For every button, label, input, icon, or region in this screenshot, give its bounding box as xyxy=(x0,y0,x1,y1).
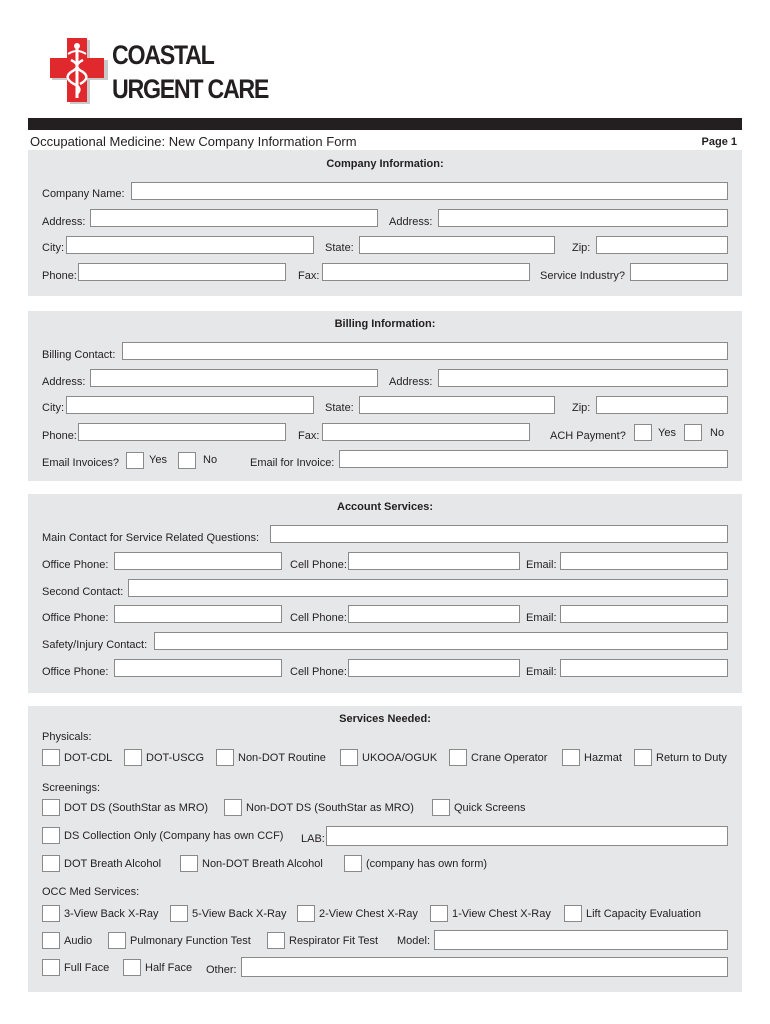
company-own-form-checkbox[interactable] xyxy=(344,855,362,872)
dot-uscg-label: DOT-USCG xyxy=(146,752,205,764)
pulmonary-function-checkbox[interactable] xyxy=(108,932,126,949)
lab-field[interactable] xyxy=(326,826,728,846)
email-for-invoice-label: Email for Invoice: xyxy=(250,457,335,469)
return-to-duty-label: Return to Duty xyxy=(656,752,727,764)
second-cell-phone-label: Cell Phone: xyxy=(290,612,347,624)
brand-line-1: COASTAL xyxy=(112,40,214,70)
email-invoices-no-label: No xyxy=(203,454,218,466)
quick-screens-label: Quick Screens xyxy=(454,802,526,814)
ach-no-checkbox[interactable] xyxy=(684,424,702,441)
email-invoices-yes-label: Yes xyxy=(149,454,167,466)
ds-collection-label: DS Collection Only (Company has own CCF) xyxy=(64,830,284,842)
company-zip-field[interactable] xyxy=(596,236,728,254)
screenings-label: Screenings: xyxy=(42,782,101,794)
other-label: Other: xyxy=(206,964,237,976)
company-name-field[interactable] xyxy=(131,182,728,200)
service-industry-label: Service Industry? xyxy=(540,270,625,282)
audio-label: Audio xyxy=(64,935,93,947)
non-dot-breath-alcohol-checkbox[interactable] xyxy=(180,855,198,872)
lift-capacity-label: Lift Capacity Evaluation xyxy=(586,908,701,920)
half-face-label: Half Face xyxy=(145,962,193,974)
company-zip-label: Zip: xyxy=(572,242,591,254)
service-industry-field[interactable] xyxy=(630,263,728,281)
header-rule xyxy=(28,118,742,130)
company-state-field[interactable] xyxy=(359,236,555,254)
chest-xray-2-checkbox[interactable] xyxy=(297,905,315,922)
medical-cross-icon xyxy=(50,38,110,106)
dot-ds-label: DOT DS (SouthStar as MRO) xyxy=(64,802,209,814)
non-dot-ds-label: Non-DOT DS (SouthStar as MRO) xyxy=(246,802,414,814)
main-email-label: Email: xyxy=(526,559,557,571)
physicals-label: Physicals: xyxy=(42,731,92,743)
main-office-phone-label: Office Phone: xyxy=(42,559,109,571)
quick-screens-checkbox[interactable] xyxy=(432,799,450,816)
second-email-field[interactable] xyxy=(560,605,728,623)
second-office-phone-label: Office Phone: xyxy=(42,612,109,624)
non-dot-breath-alcohol-label: Non-DOT Breath Alcohol xyxy=(202,858,323,870)
back-xray-5-label: 5-View Back X-Ray xyxy=(192,908,287,920)
billing-address-field[interactable] xyxy=(90,369,378,387)
email-invoices-label: Email Invoices? xyxy=(42,457,120,469)
dot-cdl-checkbox[interactable] xyxy=(42,749,60,766)
dot-uscg-checkbox[interactable] xyxy=(124,749,142,766)
occ-med-services-label: OCC Med Services: xyxy=(42,886,140,898)
billing-city-label: City: xyxy=(42,402,64,414)
ds-collection-checkbox[interactable] xyxy=(42,827,60,844)
chest-xray-1-label: 1-View Chest X-Ray xyxy=(452,908,551,920)
second-contact-field[interactable] xyxy=(128,579,728,597)
ukooa-oguk-checkbox[interactable] xyxy=(340,749,358,766)
hazmat-checkbox[interactable] xyxy=(562,749,580,766)
return-to-duty-checkbox[interactable] xyxy=(634,749,652,766)
model-label: Model: xyxy=(397,935,431,947)
ach-yes-checkbox[interactable] xyxy=(634,424,652,441)
billing-zip-field[interactable] xyxy=(596,396,728,414)
ukooa-oguk-label: UKOOA/OGUK xyxy=(362,752,438,764)
company-own-form-label: (company has own form) xyxy=(366,858,488,870)
other-field[interactable] xyxy=(241,957,728,977)
non-dot-routine-label: Non-DOT Routine xyxy=(238,752,326,764)
brand-line-2: URGENT CARE xyxy=(112,74,269,104)
respirator-fit-test-checkbox[interactable] xyxy=(267,932,285,949)
billing-contact-field[interactable] xyxy=(122,342,728,360)
page-title: Occupational Medicine: New Company Information Form xyxy=(30,134,357,149)
lift-capacity-checkbox[interactable] xyxy=(564,905,582,922)
company-city-field[interactable] xyxy=(66,236,314,254)
lab-label: LAB: xyxy=(301,833,325,845)
billing-address2-label: Address: xyxy=(389,376,433,388)
dot-breath-alcohol-checkbox[interactable] xyxy=(42,855,60,872)
chest-xray-1-checkbox[interactable] xyxy=(430,905,448,922)
ach-yes-label: Yes xyxy=(658,427,676,439)
dot-cdl-label: DOT-CDL xyxy=(64,752,113,764)
account-services-section xyxy=(28,494,742,693)
company-phone-field[interactable] xyxy=(78,263,286,281)
company-fax-field[interactable] xyxy=(322,263,530,281)
billing-address-label: Address: xyxy=(42,376,86,388)
pulmonary-function-label: Pulmonary Function Test xyxy=(130,935,251,947)
non-dot-ds-checkbox[interactable] xyxy=(224,799,242,816)
full-face-label: Full Face xyxy=(64,962,110,974)
second-office-phone-field[interactable] xyxy=(114,605,282,623)
safety-cell-phone-label: Cell Phone: xyxy=(290,666,347,678)
safety-email-field[interactable] xyxy=(560,659,728,677)
ach-payment-label: ACH Payment? xyxy=(550,430,626,442)
main-contact-label: Main Contact for Service Related Questions: xyxy=(42,532,260,544)
safety-cell-phone-field[interactable] xyxy=(348,659,520,677)
company-name-label: Company Name: xyxy=(42,188,125,200)
billing-phone-field[interactable] xyxy=(78,423,286,441)
billing-state-label: State: xyxy=(325,402,354,414)
safety-contact-field[interactable] xyxy=(154,632,728,650)
services-needed-section xyxy=(28,706,742,992)
services-section-title: Services Needed: xyxy=(339,713,431,725)
main-cell-phone-field[interactable] xyxy=(348,552,520,570)
dot-ds-checkbox[interactable] xyxy=(42,799,60,816)
account-section-title: Account Services: xyxy=(337,501,433,513)
company-info-section xyxy=(28,150,742,296)
company-address-label: Address: xyxy=(42,216,86,228)
company-section-title: Company Information: xyxy=(326,158,444,170)
billing-city-field[interactable] xyxy=(66,396,314,414)
ach-no-label: No xyxy=(710,427,725,439)
main-contact-field[interactable] xyxy=(270,525,728,543)
email-invoices-no-checkbox[interactable] xyxy=(178,452,196,469)
hazmat-label: Hazmat xyxy=(584,752,622,764)
back-xray-3-label: 3-View Back X-Ray xyxy=(64,908,159,920)
model-field[interactable] xyxy=(434,930,728,950)
non-dot-routine-checkbox[interactable] xyxy=(216,749,234,766)
billing-fax-label: Fax: xyxy=(298,430,320,442)
billing-info-section xyxy=(28,311,742,481)
company-phone-label: Phone: xyxy=(42,270,77,282)
email-invoices-yes-checkbox[interactable] xyxy=(126,452,144,469)
billing-zip-label: Zip: xyxy=(572,402,591,414)
safety-email-label: Email: xyxy=(526,666,557,678)
company-address2-field[interactable] xyxy=(438,209,728,227)
second-cell-phone-field[interactable] xyxy=(348,605,520,623)
company-address-field[interactable] xyxy=(90,209,378,227)
audio-checkbox[interactable] xyxy=(42,932,60,949)
page-number: Page 1 xyxy=(701,136,737,148)
chest-xray-2-label: 2-View Chest X-Ray xyxy=(319,908,418,920)
main-office-phone-field[interactable] xyxy=(114,552,282,570)
dot-breath-alcohol-label: DOT Breath Alcohol xyxy=(64,858,162,870)
billing-contact-label: Billing Contact: xyxy=(42,349,116,361)
safety-office-phone-label: Office Phone: xyxy=(42,666,109,678)
respirator-fit-test-label: Respirator Fit Test xyxy=(289,935,379,947)
billing-section-title: Billing Information: xyxy=(334,318,436,330)
company-fax-label: Fax: xyxy=(298,270,320,282)
second-contact-label: Second Contact: xyxy=(42,586,124,598)
logo xyxy=(50,38,270,108)
crane-operator-label: Crane Operator xyxy=(471,752,548,764)
company-city-label: City: xyxy=(42,242,64,254)
company-state-label: State: xyxy=(325,242,354,254)
back-xray-5-checkbox[interactable] xyxy=(170,905,188,922)
safety-office-phone-field[interactable] xyxy=(114,659,282,677)
billing-fax-field[interactable] xyxy=(322,423,530,441)
billing-phone-label: Phone: xyxy=(42,430,77,442)
email-for-invoice-field[interactable] xyxy=(339,450,728,468)
full-face-checkbox[interactable] xyxy=(42,959,60,976)
main-email-field[interactable] xyxy=(560,552,728,570)
billing-address2-field[interactable] xyxy=(438,369,728,387)
billing-state-field[interactable] xyxy=(359,396,555,414)
safety-contact-label: Safety/Injury Contact: xyxy=(42,639,148,651)
half-face-checkbox[interactable] xyxy=(123,959,141,976)
back-xray-3-checkbox[interactable] xyxy=(42,905,60,922)
second-email-label: Email: xyxy=(526,612,557,624)
company-address2-label: Address: xyxy=(389,216,433,228)
crane-operator-checkbox[interactable] xyxy=(449,749,467,766)
main-cell-phone-label: Cell Phone: xyxy=(290,559,347,571)
